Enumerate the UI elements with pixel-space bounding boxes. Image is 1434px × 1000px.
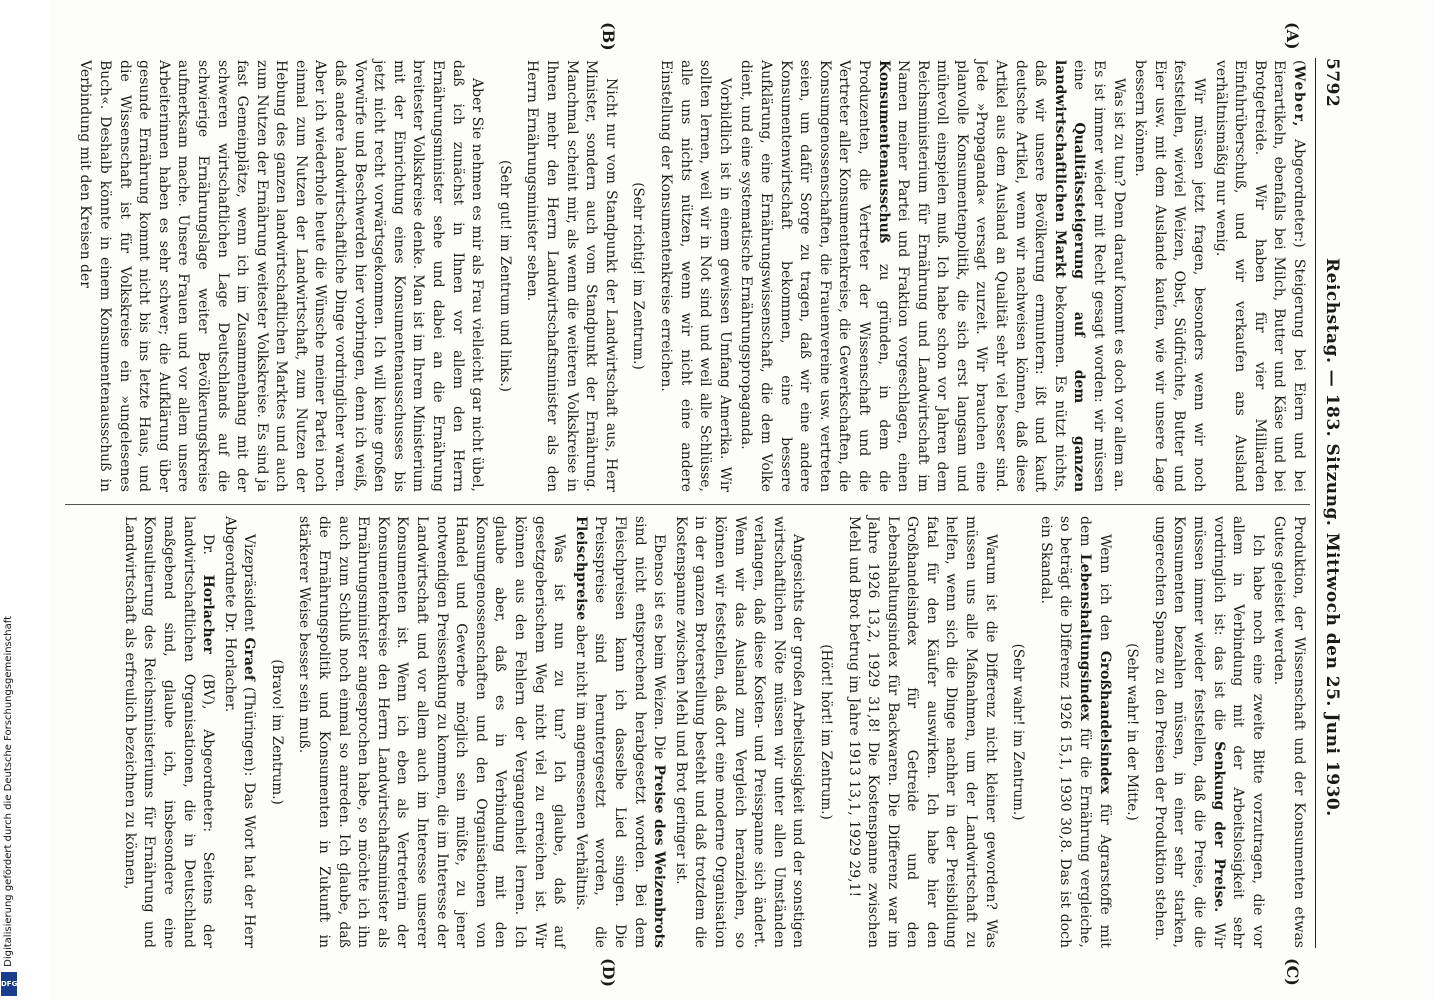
- emphasis: Lebenshaltungsindex: [1077, 553, 1094, 721]
- paragraph: Warum ist die Differenz nicht kleiner geworden? Was müssen uns alle Maßnahmen, um der Landwirtschaft zu helfen, wenn sich die Dinge nachher in der Preisbildung fatal für den Käufer auswirken. Ich habe hier den Großhandelsindex für Getreide und den Lebenshaltungsindex für Backwaren. Die Differenz war im Jahre 1926 13,2, 1929 31,8! Die Kostenspanne zwischen Mehl und Brot betrug im Jahre 1913 13,1, 1929 29,1!: [845, 516, 999, 948]
- right-column: [117, 516, 1308, 948]
- paragraph: Nicht nur vom Standpunkt der Landwirtschaft aus, Herr Minister, sondern auch vom Standpunkt der Ernährung. Manchmal scheint mir, als wenn die weiteren Volkskreise in Ihnen mehr den Herrn Landwirtschaftsminister als den Herrn Ernährungsminister sehen.: [524, 60, 619, 492]
- page-number: 5792: [1322, 58, 1342, 108]
- paragraph: Vizepräsident Graef (Thüringen): Das Wort hat der Herr Abgeordnete Dr. Horlacher.: [221, 516, 258, 948]
- digitization-credit: [0, 612, 20, 1000]
- page-title: Reichstag. — 183. Sitzung. Mittwoch den 25. Juni 1930.: [1322, 258, 1342, 817]
- emphasis: Senkung der Preise.: [1210, 741, 1227, 913]
- rotated-page: [50, 0, 1434, 1000]
- left-column: [73, 60, 1308, 492]
- speaker-name: Graef: [241, 637, 258, 681]
- interjection: (Sehr wahr! im Zentrum.): [1010, 643, 1027, 821]
- paragraph: (Weber, Abgeordneter:) Steigerung bei Eiern und bei Eierartikeln, ebenfalls bei Milch, Butter und Käse und bei Brotgetreide. Wir haben für vier Milliarden Einfuhrüberschuß, und wir verkaufen ans Ausland verhältnismäßig nur wenig.: [1212, 60, 1307, 493]
- margin-mark-a: (A): [1283, 22, 1302, 50]
- paragraph: Wir müssen jetzt fragen, besonders wenn wir noch feststellen, wieviel Weizen, Obst, Südfrüchte, Butter und Eier usw. mit dem Auslande kaufen, wie wir unsere Lage bessern können.: [1132, 60, 1208, 492]
- speaker-name: Horlacher: [200, 574, 217, 654]
- paragraph: Produktion, der Wissenschaft und der Konsumenten etwas Gutes geleistet werden.: [1271, 516, 1307, 948]
- paragraph: Aber Sie nehmen es mir als Frau vielleicht gar nicht übel, daß ich zunächst in Ihnen vor allem den Herrn Ernährungsminister sehe und dabei an die Ernährung breitester Volkskreise denke. Man ist im Ihrem Ministerium mit der Einrichtung eines Konsumentenausschusses bis jetzt nicht recht vorwärtsgekommen. Ich will keine großen Vorwürfe und Beschwerden hier vorbringen, denn ich weiß, daß andere landwirtschaftliche Dinge vordringlicher waren. Aber ich wiederhole heute die Wünsche meiner Partei noch einmal zum Nutzen der Landwirtschaft, zum Nutzen der Hebung des ganzen landwirtschaftlichen Marktes und auch zum Nutzen der Ernährung weitester Volkskreise. Es sind ja fast Gemeinplätze, wenn ich im Zusammenhang mit der schweren wirtschaftlichen Lage Deutschlands auf die schwierige Ernährungslage weiter Bevölkerungskreise aufmerksam mache. Unsere Frauen und vor allem unsere Arbeiterinnen haben es sehr schwer; die Aufklärung über gesunde Ernährung kommt nicht bis ins letzte Haus, und die Wissenschaft ist für Volkskreise ein »ungelesenes Buch«. Deshalb könnte in einem Konsumentenausschuß in Verbindung mit den Kreisen der: [77, 60, 486, 492]
- paragraph: Wenn ich den Großhandelsindex für Agrarstoffe mit dem Lebenshaltungsindex für die Ernährung vergleiche, so beträgt die Differenz 1926 15,1, 1930 30,8. Das ist doch ein Skandal.: [1037, 516, 1113, 949]
- paragraph: Dr. Horlacher (BV), Abgeordneter: Seitens der landwirtschaftlichen Organisationen, die in Deutschland maßgebend sind, glaube ich, insbesondere eine Konsultierung des Reichsministeriums für Ernährung und Landwirtschaft als erfreulich bezeichnen zu können,: [121, 516, 217, 948]
- interjection: (Bravo! im Zentrum.): [268, 659, 285, 805]
- margin-mark-d: (D): [599, 958, 618, 988]
- interjection: (Sehr gut! im Zentrum und links.): [496, 160, 513, 392]
- interjection: (Sehr wahr! in der Mitte.): [1124, 643, 1141, 821]
- paragraph: Ebenso ist es beim Weizen. Die Preise des Weizenbrots sind nicht entsprechend herabgesetzt worden. Bei dem Fleischpreisen kann ich dasselbe Lied singen. Die Preisspreise sind heruntergesetzt worden, die Fleischpreise aber nicht im angemessenen Verhältnis.: [572, 516, 668, 948]
- emphasis: Preise des Weizenbrots: [651, 764, 668, 948]
- column-divider: [65, 504, 1310, 505]
- header-rule: [1315, 58, 1316, 948]
- speaker-name: Weber,: [1291, 65, 1307, 128]
- paragraph: Vorbildlich ist in einem gewissen Umfang Amerika. Wir sollten lernen, weil wir in Not sind und weil alle Schlüsse, alle uns nichts nützen, wenn wir nicht eine andere Einstellung der Konsumentenkreise erreichen.: [658, 60, 733, 492]
- interjection: (Sehr richtig! im Zentrum.): [630, 182, 647, 370]
- paragraph: Was ist zu tun? Denn darauf kommt es doch vor allem an. Es ist immer wieder mit Recht gesagt worden: wir müssen eine Qualitätssteigerung auf dem ganzen landwirtschaftlichen Markt bekommen. Es nützt nichts, daß wir unsere Bevölkerung ermuntern: ißt und kauft deutsche Artikel, wenn wir nachweisen können, daß diese Artikel aus dem Ausland an Qualität sehr viel besser sind. Jede »Propaganda« versagt zurzeit. Wir brauchen eine planvolle Konsumentenpolitik, die sich erst langsam und mühevoll einspielen muß. Ich habe schon vor Jahren dem Reichsministerium für Ernährung und Landwirtschaft im Namen meiner Partei und Fraktion vorgeschlagen, einen Konsumentenausschuß zu gründen, in dem die Produzenten, die Vertreter der Wissenschaft und die Vertreter aller Konsumentenkreise, die Gewerkschaften, die Konsumgenossenschaften, die Frauenvereine usw. vertreten seien, um dafür Sorge zu tragen, daß wir eine andere Konsumentenwirtschaft bekommen, eine bessere Aufklärung, eine Ernährungswissenschaft, die dem Volke dient, und eine systematische Ernährungspropaganda.: [738, 60, 1127, 492]
- dfg-logo: DFG: [1, 972, 17, 996]
- margin-mark-c: (C): [1283, 958, 1302, 986]
- interjection: (Hört! hört! im Zentrum.): [817, 644, 834, 820]
- emphasis: Fleischpreise: [572, 516, 589, 621]
- page-header: [1316, 58, 1342, 948]
- margin-mark-b: (B): [599, 22, 618, 51]
- paragraph: Was ist nun zu tun? Ich glaube, daß auf gesetzgeberischem Weg nicht viel zu erreichen ist. Wir können aus den Fehlern der Vergangenheit lernen. Ich glaube aber, daß es in Verbindung mit den Konsumgenossenschaften und den Organisationen von Handel und Gewerbe möglich sein müßte, zu jener notwendigen Preissenkung zu kommen, die im Interesse der Landwirtschaft und vor allem auch im Interesse unserer Konsumenten ist. Wenn ich eben als Vertreterin der Konsumentenkreise den Herrn Landwirtschaftsminister als Ernährungsminister angesprochen habe, so möchte ich ihn auch zum Schluß noch einmal so anreden. Ich glaube, daß die Ernährungspolitik und Konsumenten in Zukunft in stärkerer Weise besser sein muß.: [296, 516, 568, 948]
- paragraph: Angesichts der großen Arbeitslosigkeit und der sonstigen wirtschaftlichen Nöte müssen wir unter allen Umständen verlangen, daß diese Kosten- und Preisspanne sich ändert. Wenn wir das Ausland zum Vergleich heranziehen, so können wir feststellen, daß dort eine moderne Organisation in der ganzen Broterstellung besteht und daß trotzdem die Kostenspanne zwischen Mehl und Brot geringer ist.: [672, 516, 807, 948]
- paragraph: Ich habe noch eine zweite Bitte vorzutragen, die vor allem in Verbindung mit der Arbeitslosigkeit sehr vordringlich ist: das ist die Senkung der Preise. Wir müssen immer wieder feststellen, daß die Preise, die die Konsumenten bezahlen müssen, in einer sehr starken, ungerechten Spanne zu den Preisen der Produktion stehen.: [1151, 516, 1266, 949]
- emphasis: Großhandelsindex: [1096, 650, 1113, 794]
- emphasis: Qualitätssteigerung auf dem ganzen landwirtschaftlichen Markt: [1051, 60, 1088, 492]
- credit-text: Digitalisierung gefördert durch die Deutsche Forschungsgemeinschaft: [3, 616, 14, 967]
- emphasis: Konsumentenausschuß: [875, 60, 892, 244]
- speaker-role: Abgeordneter:: [1291, 139, 1307, 243]
